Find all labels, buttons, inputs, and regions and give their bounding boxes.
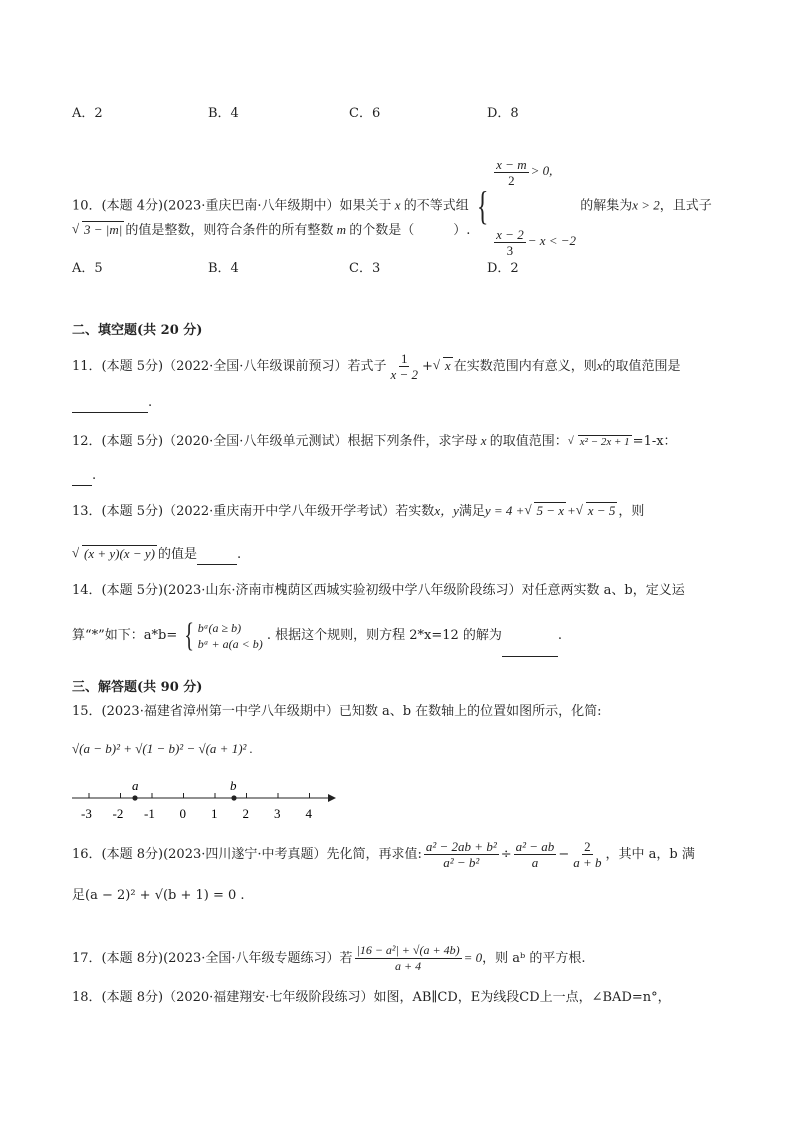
q13-sqrt2: √ x − 5 — [577, 502, 618, 520]
number-line-arrow — [328, 794, 336, 802]
q11-fraction: $\frac{1}{x - 2}$ — [390, 351, 418, 382]
q16-fraction1: $\frac{\text{a² − 2ab + b²}}{\text{a² − b²}}$ — [425, 839, 497, 870]
q14-line2-a: 算“*”如下：a*b= — [72, 628, 178, 643]
tick-label: 3 — [274, 806, 281, 821]
q13-line2 — [72, 545, 241, 565]
q15-number-line — [72, 778, 342, 824]
q9-option-a: A．2 — [72, 106, 103, 121]
q9-option-d: D．8 — [487, 106, 519, 121]
q10-line1: 10．(本题 4分)(2023·重庆巴南·八年级期中）如果关于 x 的不等式组 { $\frac{x - m}{2}$ > 0, $\frac{x - 2}{3}$ − x < −2 的解集为x > 2，且式子 — [72, 136, 712, 276]
q10-line2 — [72, 221, 470, 240]
q10-option-d: D．2 — [487, 261, 519, 276]
q10-sys2-rest: − x < −2 — [527, 233, 577, 248]
q13-vars: x，y — [434, 503, 459, 518]
q11-end: . — [148, 395, 153, 410]
tick-label: -2 — [112, 806, 124, 821]
q18-line: 18．(本题 8分)（2020·福建翔安·七年级阶段练习）如图，AB∥CD，E为线段CD上一点，∠BAD=n°， — [72, 990, 671, 1005]
number-line-ticks — [81, 793, 313, 821]
tick-label: -1 — [144, 806, 155, 821]
q12-line1 — [72, 432, 677, 451]
q15-expression: √(a − b)² + √(1 − b)² − √(a + 1)² . — [72, 741, 253, 756]
q13-plus: + — [567, 503, 576, 518]
q14-line2-b: . 根据这个规则，则方程 2*x=12 的解为 — [266, 628, 502, 643]
q11-plus: + — [422, 359, 433, 374]
label-a: a — [132, 778, 139, 793]
q13-line1 — [72, 502, 644, 521]
tick-label: 1 — [211, 806, 218, 821]
q9-option-c: C．6 — [349, 106, 381, 121]
tick-label: 2 — [242, 806, 249, 821]
q10-sys1-rest: > 0, — [530, 163, 553, 178]
q10-option-b: B．4 — [208, 261, 239, 276]
q14-line2 — [72, 616, 562, 657]
q16-fraction3: $\frac{2}{a + b}$ — [573, 839, 602, 870]
q14-case2: bᵃ + a(a < b) — [197, 636, 263, 651]
q14-answer-blank[interactable] — [502, 616, 558, 657]
label-b: b — [230, 778, 237, 793]
q17-suffix: ，则 aᵇ 的平方根. — [482, 951, 586, 966]
q10-line2-end: 的个数是（ ）. — [349, 223, 471, 238]
q10-sys2-den: 3 — [506, 242, 514, 258]
q13-sqrt3: √ (x + y)(x − y) — [73, 545, 157, 563]
q11-var-x: x — [596, 358, 603, 373]
q10-text-c: ，且式子 — [659, 198, 712, 214]
q10-solution-set: x > 2 — [632, 197, 660, 213]
q10-option-c: C．3 — [349, 261, 381, 276]
tick-label: -3 — [81, 806, 92, 821]
q16-prefix: 16．(本题 8分)(2023·四川遂宁·中考真题）先化简，再求值: — [72, 847, 422, 862]
q11-suffix: 在实数范围内有意义，则 — [453, 359, 597, 374]
q11-prefix: 11．(本题 5分)（2022·全国·八年级课前预习）若式子 — [72, 359, 387, 374]
q13-end: . — [236, 547, 242, 562]
point-a — [132, 795, 137, 800]
q13-suffix: ，则 — [618, 504, 645, 519]
q10-prefix: 10．(本题 4分)(2023·重庆巴南·八年级期中）如果关于 — [72, 198, 392, 214]
q13-line2-text: 的值是 — [157, 547, 197, 562]
q16-suffix: ，其中 a，b 满 — [605, 847, 695, 862]
q10-sys2-num: x − 2 — [496, 226, 524, 242]
q10-line2-text: 的值是整数，则符合条件的所有整数 — [125, 223, 334, 238]
q12-mid: 的取值范围： — [489, 434, 568, 449]
point-b — [231, 795, 236, 800]
q14-case1: bᵃ(a ≥ b) — [197, 620, 242, 635]
q10-sqrt: √ 3 − |m| — [73, 221, 124, 239]
section-fill-in-title: 二、填空题(共 20 分) — [72, 323, 203, 338]
q17-prefix: 17．(本题 8分)(2023·全国·八年级专题练习）若 — [72, 951, 353, 966]
tick-label: 0 — [179, 806, 186, 821]
q10-inequality-system: { $\frac{x - m}{2}$ > 0, $\frac{x - 2}{3}$ − x < −2 — [476, 156, 577, 258]
q17-fraction: $\frac{\text{|16 − a²| + √(a + 4b)}}{a + 4}$ — [356, 943, 460, 973]
q10-option-a: A．5 — [72, 261, 103, 276]
q12-var-x: x — [480, 433, 487, 448]
q16-fraction2: $\frac{\text{a² − ab}}{a}$ — [515, 839, 555, 870]
q16-line2: 足(a − 2)² + √(b + 1) = 0 . — [72, 888, 245, 903]
q11-answer-blank[interactable] — [72, 394, 148, 413]
q12-equation: =1-x： — [632, 434, 677, 449]
section-solve-title: 三、解答题(共 90 分) — [72, 680, 203, 695]
q17-line — [72, 938, 585, 979]
q14-piecewise: { bᵃ(a ≥ b) bᵃ + a(a < b) — [184, 616, 263, 654]
q13-sqrt1: √ 5 − x — [525, 502, 566, 520]
q11-sqrt: √ x — [434, 348, 453, 384]
q16-divide: ÷ — [500, 847, 512, 862]
q16-minus: − — [558, 847, 570, 862]
tick-label: 4 — [305, 806, 312, 821]
q17-equals: = 0 — [463, 950, 483, 965]
q10-sys1-den: 2 — [508, 172, 515, 188]
q16-line1 — [72, 836, 695, 874]
q11-suffix2: 的取值范围是 — [602, 359, 681, 374]
q12-sqrt: √ x² − 2x + 1 — [569, 433, 632, 451]
q14-line1: 14．(本题 5分)(2023·山东·济南市槐荫区西城实验初级中学八年级阶段练习）对任意两实数 a、b，定义运 — [72, 583, 685, 598]
q13-mid: 满足 — [458, 504, 485, 519]
q13-equation: y = 4 + — [484, 503, 525, 518]
q11-answer-line — [72, 394, 152, 413]
q9-option-b: B．4 — [208, 106, 239, 121]
q12-prefix: 12．(本题 5分)（2020·全国·八年级单元测试）根据下列条件，求字母 — [72, 434, 478, 449]
q14-end: . — [557, 628, 563, 643]
q10-text-a: 的不等式组 — [403, 198, 469, 214]
q12-answer-blank[interactable] — [72, 467, 92, 486]
q10-var-m: m — [336, 222, 346, 237]
q11-line1 — [72, 348, 681, 385]
q13-prefix: 13．(本题 5分)（2022·重庆南开中学八年级开学考试）若实数 — [72, 504, 435, 519]
q15-line1: 15．(2023·福建省漳州第一中学八年级期中）已知数 a、b 在数轴上的位置如图所示，化简: — [72, 704, 602, 719]
q13-answer-blank[interactable] — [197, 546, 237, 565]
q12-end: . — [92, 468, 97, 483]
q10-sys1-num: x − m — [496, 156, 527, 172]
q10-text-b: 的解集为 — [580, 198, 633, 214]
q12-answer-line — [72, 467, 96, 486]
